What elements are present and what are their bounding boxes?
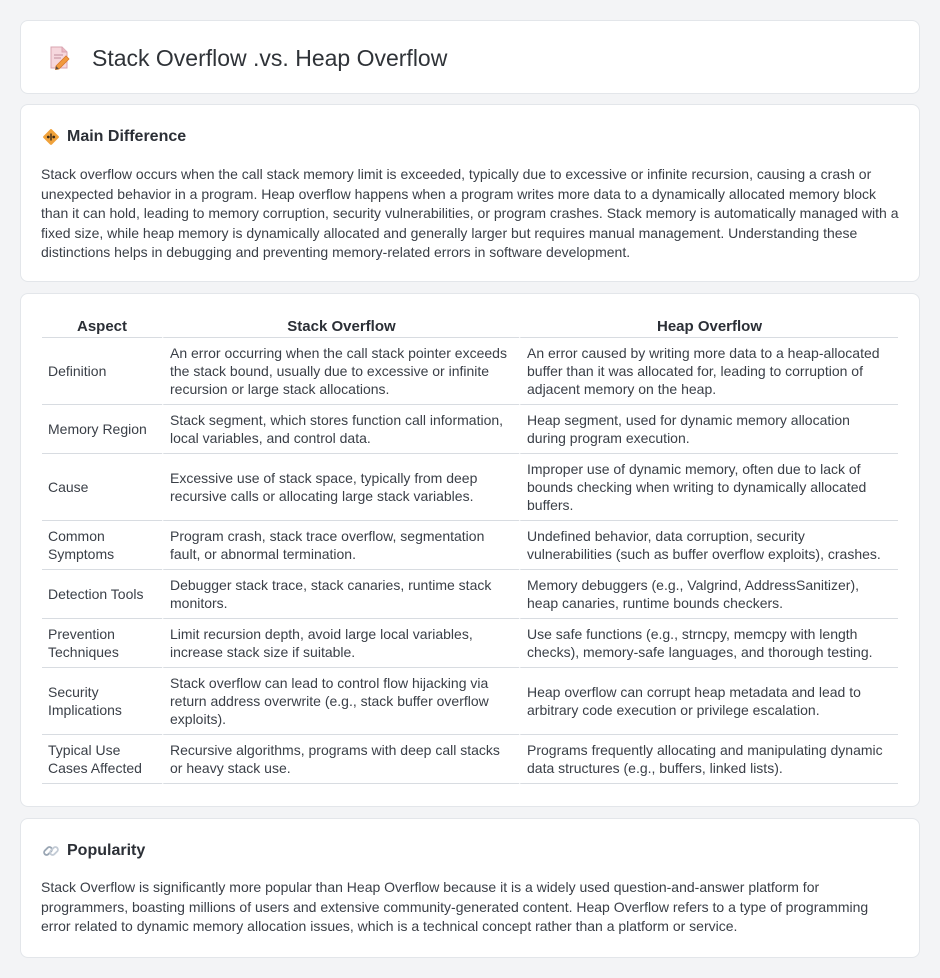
heap-cell: An error caused by writing more data to a heap-allocated buffer than it was allocated for, leading to corruption of adjacent memory on the heap. [519, 338, 898, 405]
table-header-row [42, 316, 898, 338]
aspect-cell: Typical Use Cases Affected [42, 735, 162, 784]
heap-cell: Undefined behavior, data corruption, security vulnerabilities (such as buffer overflow exploits), crashes. [519, 521, 898, 570]
table-row [42, 619, 898, 668]
aspect-cell: Cause [42, 454, 162, 521]
table-row [42, 405, 898, 454]
stack-cell: Program crash, stack trace overflow, segmentation fault, or abnormal termination. [162, 521, 519, 570]
aspect-cell: Detection Tools [42, 570, 162, 619]
main-difference-header [41, 127, 186, 147]
diamond-warning-icon [41, 127, 61, 147]
table-row [42, 338, 898, 405]
popularity-header [41, 841, 145, 861]
table-row [42, 521, 898, 570]
heap-cell: Use safe functions (e.g., strncpy, memcpy with length checks), memory-safe languages, and thorough testing. [519, 619, 898, 668]
popularity-heading: Popularity [67, 842, 146, 859]
stack-cell: Debugger stack trace, stack canaries, runtime stack monitors. [162, 570, 519, 619]
heap-cell: Improper use of dynamic memory, often due to lack of bounds checking when writing to dynamically allocated buffers. [519, 454, 898, 521]
comparison-card [20, 293, 920, 807]
table-row [42, 668, 898, 735]
stack-cell: Excessive use of stack space, typically from deep recursive calls or allocating large stack variables. [162, 454, 519, 521]
main-difference-text: Stack overflow occurs when the call stack memory limit is exceeded, typically due to excessive or infinite recursion, causing a crash or unexpected behavior in a program. Heap overflow happens when a program writes more data to a dynamically allocated memory block than it can hold, leading to memory corruption, security vulnerabilities, or program crashes. Stack memory is automatically managed with a fixed size, while heap memory is dynamically allocated and generally larger but requires manual management. Understanding these distinctions helps in debugging and preventing memory-related errors in software development. [41, 166, 899, 261]
main-difference-card [20, 104, 920, 282]
aspect-cell: Definition [42, 338, 162, 405]
aspect-cell: Memory Region [42, 405, 162, 454]
stack-cell: Limit recursion depth, avoid large local variables, increase stack size if suitable. [162, 619, 519, 668]
stack-cell: An error occurring when the call stack pointer exceeds the stack bound, usually due to excessive or infinite recursion or large stack allocations. [162, 338, 519, 405]
stack-cell: Recursive algorithms, programs with deep call stacks or heavy stack use. [162, 735, 519, 784]
title-card [20, 20, 920, 94]
column-header-heap-overflow: Heap Overflow [519, 316, 898, 338]
column-header-stack-overflow: Stack Overflow [162, 316, 519, 338]
stack-cell: Stack overflow can lead to control flow hijacking via return address overwrite (e.g., stack buffer overflow exploits). [162, 668, 519, 735]
heap-cell: Memory debuggers (e.g., Valgrind, AddressSanitizer), heap canaries, runtime bounds checkers. [519, 570, 898, 619]
page-title: Stack Overflow .vs. Heap Overflow [92, 45, 448, 71]
heap-cell: Heap segment, used for dynamic memory allocation during program execution. [519, 405, 898, 454]
table-row [42, 454, 898, 521]
aspect-cell: Prevention Techniques [42, 619, 162, 668]
link-icon [41, 841, 61, 861]
stack-cell: Stack segment, which stores function call information, local variables, and control data. [162, 405, 519, 454]
heap-cell: Programs frequently allocating and manipulating dynamic data structures (e.g., buffers, linked lists). [519, 735, 898, 784]
popularity-card [20, 818, 920, 958]
main-difference-heading: Main Difference [67, 128, 187, 145]
heap-cell: Heap overflow can corrupt heap metadata and lead to arbitrary code execution or privilege escalation. [519, 668, 898, 735]
document-edit-icon [47, 45, 71, 71]
popularity-text: Stack Overflow is significantly more popular than Heap Overflow because it is a widely used question-and-answer platform for programmers, boasting millions of users and extensive community-generated content. Heap Overflow refers to a type of programming error related to dynamic memory allocation issues, which is a technical concept rather than a platform or service. [41, 879, 869, 935]
aspect-cell: Security Implications [42, 668, 162, 735]
comparison-table [42, 316, 898, 784]
table-row [42, 570, 898, 619]
column-header-aspect: Aspect [42, 316, 162, 338]
table-row [42, 735, 898, 784]
aspect-cell: Common Symptoms [42, 521, 162, 570]
